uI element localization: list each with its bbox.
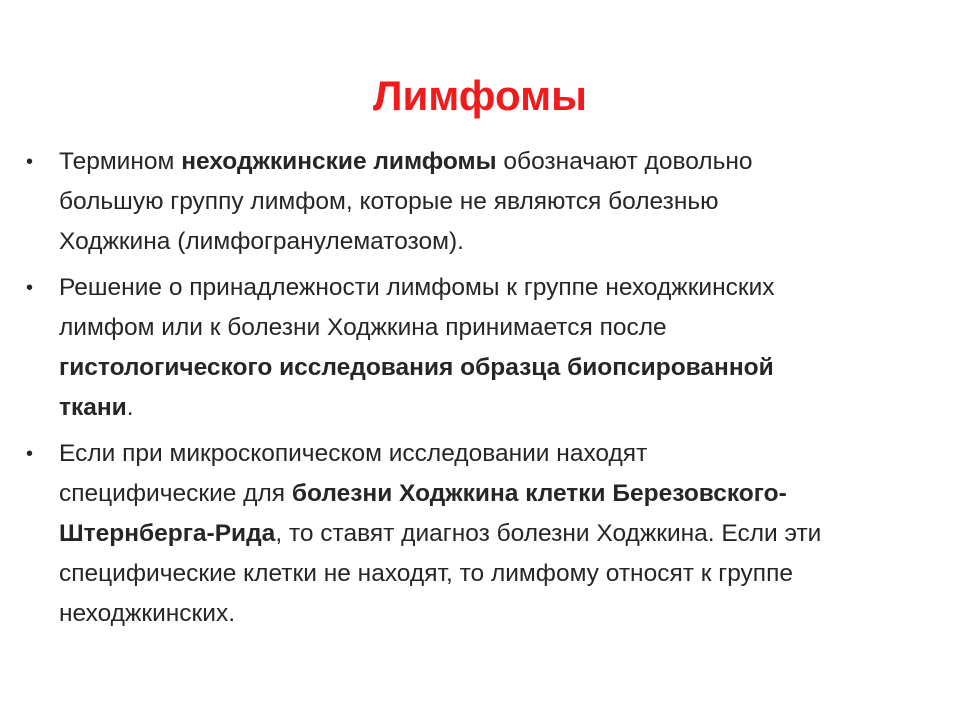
bullet-marker: • [26,443,34,465]
bullet-text-plain: Решение о принадлежности лимфомы к группе неходжкинских лимфом или к болезни Ходжкина принимается после [59,274,775,341]
slide-title: Лимфомы [372,72,588,119]
bullet-text-bold: неходжкинские лимфомы [181,148,497,175]
bullet-marker: • [26,277,34,299]
bullet-item [26,142,826,262]
bullet-text-bold: гистологического исследования образца биопсированной ткани [59,354,774,421]
bullet-item [26,434,826,634]
bullet-text-bold: болезни Ходжкина клетки Березовского-Штернберга-Рида [59,480,787,547]
bullet-text-plain: , то ставят диагноз болезни Ходжкина. Если эти специфические клетки не находят, то лимфому относят к группе неходжкинских. [59,520,822,627]
bullet-text-plain: обозначают довольно большую группу лимфом, которые не являются болезнью Ходжкина (лимфогранулематозом). [59,148,753,255]
bullet-list [26,142,826,640]
bullet-text-plain: Если при микроскопическом исследовании находят специфические для [59,440,648,507]
bullet-text-plain: . [126,394,134,421]
bullet-item [26,268,826,428]
bullet-marker: • [26,151,34,173]
bullet-text-plain: Термином [59,148,182,175]
